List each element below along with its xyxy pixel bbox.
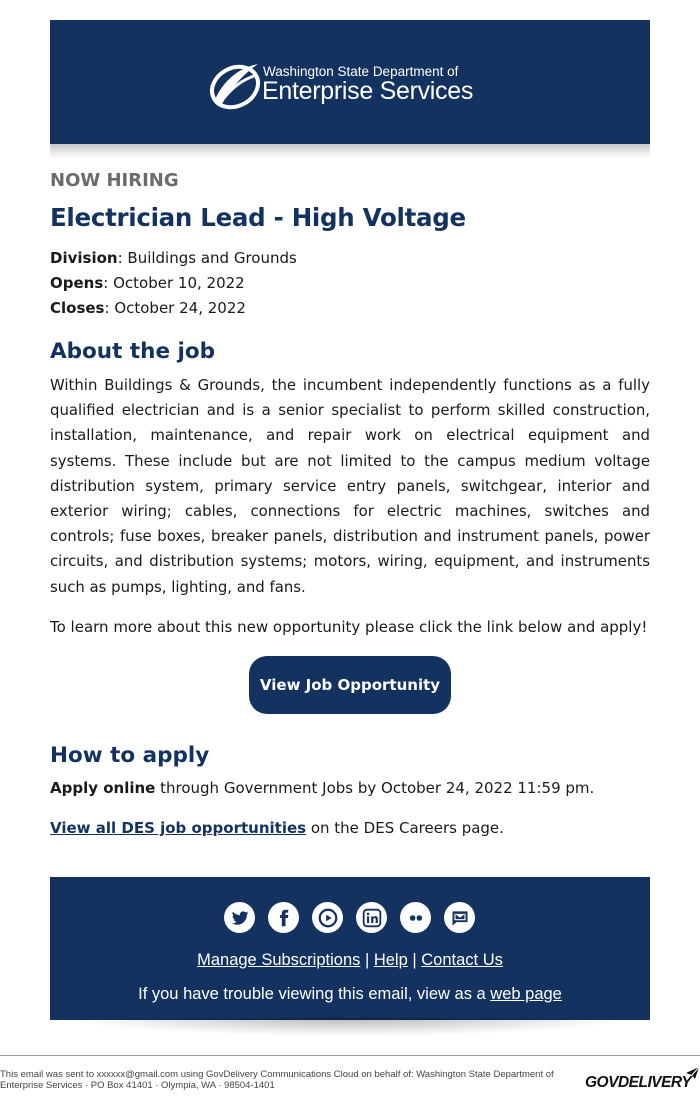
division-value: : Buildings and Grounds — [117, 249, 297, 267]
division-row — [50, 249, 297, 267]
job-title: Electrician Lead - High Voltage — [50, 203, 466, 232]
logo-department-text: Washington State Department of — [263, 64, 459, 79]
footer-links — [50, 951, 650, 970]
apply-online-text — [50, 779, 594, 797]
social-icons-row — [224, 902, 475, 933]
view-all-jobs-link[interactable]: View all DES job opportunities — [50, 819, 307, 837]
legal-text: This email was sent to xxxxxx@gmail.com using GovDelivery Communications Cloud on behalf of: Washington State Department of Enterprise Services · PO Box 41401 · Olympia, WA · 98504-1401 — [0, 1069, 554, 1091]
now-hiring-eyebrow: NOW HIRING — [50, 170, 179, 191]
email-subscribe-icon[interactable] — [444, 902, 475, 933]
des-logo[interactable] — [208, 58, 498, 112]
header-shadow — [50, 144, 650, 158]
all-jobs-text — [50, 819, 504, 837]
closes-row — [50, 299, 246, 317]
opens-label: Opens — [50, 274, 104, 292]
about-body: Within Buildings & Grounds, the incumbent independently functions as a fully qualified electrician and is a senior specialist to perform skilled construction, installation, maintenance, and repair work on electrical equipment and systems. These include but are not limited to the campus medium voltage distribution system, primary service entry panels, switchgear, interior and exterior wiring; cables, connections for electric machines, switches and controls; fuse boxes, breaker panels, distribution and instrument panels, power circuits, and distribution systems; motors, wiring, equipment, and instruments such as pumps, lighting, and fans. — [50, 376, 650, 596]
manage-subscriptions-link[interactable]: Manage Subscriptions — [197, 951, 361, 969]
help-link[interactable]: Help — [373, 951, 408, 969]
opens-row — [50, 274, 245, 292]
trouble-viewing-text: If you have trouble viewing this email, view as a — [138, 985, 491, 1003]
how-to-apply-heading: How to apply — [50, 743, 210, 768]
about-heading: About the job — [50, 339, 216, 364]
des-swoosh-icon — [208, 58, 264, 112]
govdelivery-logo[interactable] — [585, 1066, 700, 1094]
legal-divider — [0, 1055, 700, 1056]
twitter-icon[interactable] — [224, 902, 255, 933]
careers-page-text: on the DES Careers page. — [306, 819, 504, 837]
flickr-icon[interactable] — [400, 902, 431, 933]
footer-shadow — [70, 1018, 630, 1036]
web-page-link[interactable]: web page — [490, 985, 562, 1003]
youtube-icon[interactable] — [312, 902, 343, 933]
apply-online-details: through Government Jobs by October 24, 2022 11:59 pm. — [155, 779, 595, 797]
learn-more-text: To learn more about this new opportunity please click the link below and apply! — [50, 618, 648, 636]
contact-us-link[interactable]: Contact Us — [421, 951, 503, 969]
closes-label: Closes — [50, 299, 105, 317]
apply-online-label: Apply online — [50, 779, 156, 797]
govdelivery-wordmark: GOVDELIVERY — [585, 1074, 692, 1091]
view-job-opportunity-button[interactable]: View Job Opportunity — [249, 656, 451, 714]
paper-plane-icon — [685, 1066, 700, 1080]
opens-value: : October 10, 2022 — [103, 274, 245, 292]
facebook-icon[interactable] — [268, 902, 299, 933]
linkedin-icon[interactable] — [356, 902, 387, 933]
footer — [50, 877, 650, 1020]
footer-separator: | — [407, 951, 422, 969]
footer-separator: | — [360, 951, 374, 969]
division-label: Division — [50, 249, 118, 267]
closes-value: : October 24, 2022 — [104, 299, 246, 317]
logo-agency-name: Enterprise Services — [262, 77, 474, 105]
header-banner — [50, 20, 650, 144]
view-online-note — [50, 985, 650, 1004]
